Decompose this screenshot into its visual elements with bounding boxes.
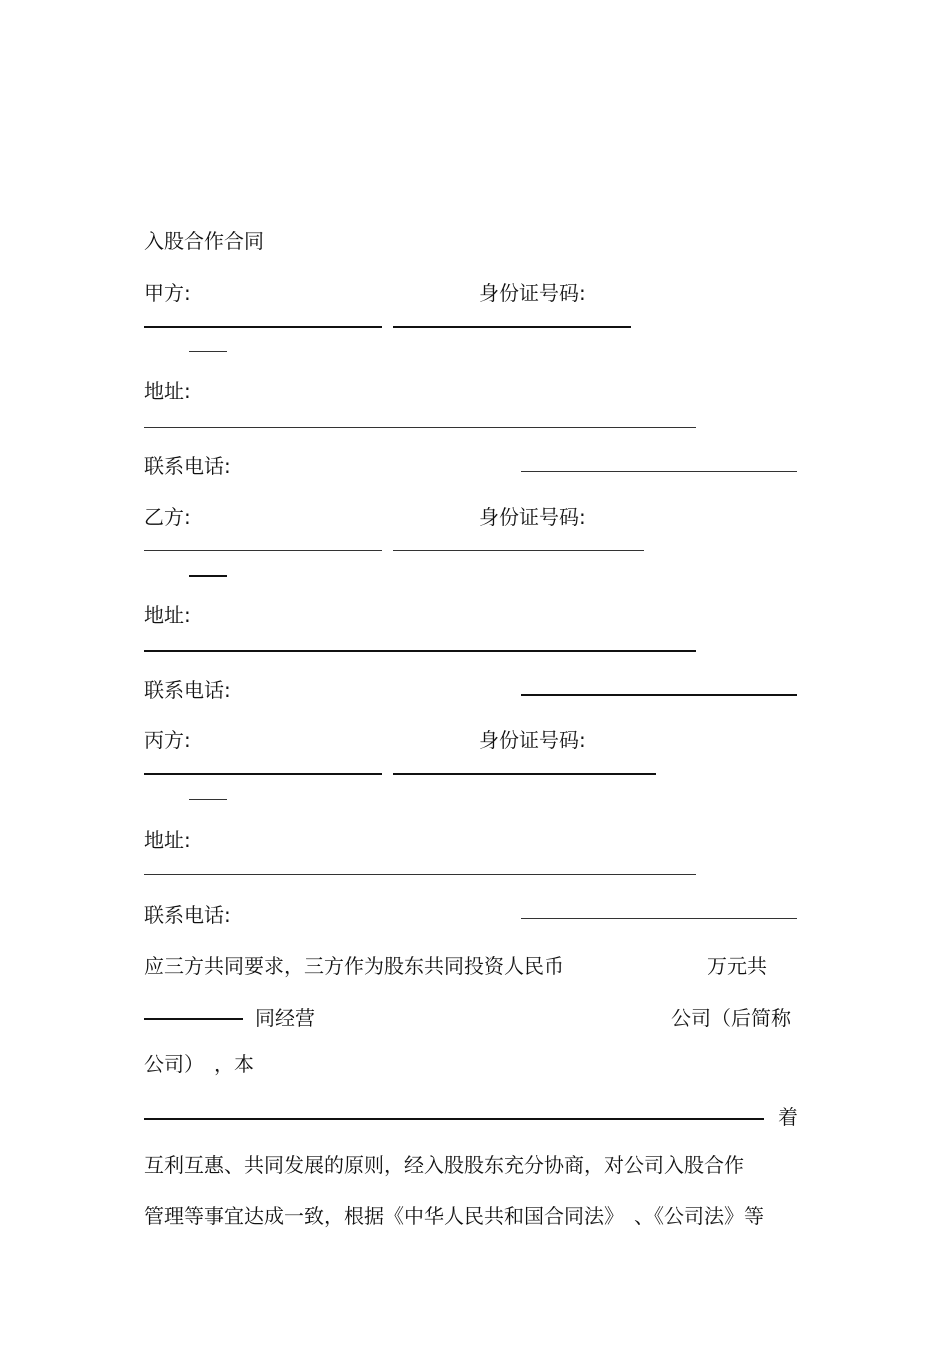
body-line-1-left: 应三方共同要求，三方作为股东共同投资人民币 [144,954,564,978]
body-line-4-right: 着 [778,1105,798,1129]
party-c-id-blank [393,773,656,775]
body-investment-blank [144,1018,243,1020]
party-a-address-blank [144,427,696,428]
body-line-2-mid: 同经营 [255,1006,315,1030]
party-a-address-label: 地址: [144,379,191,403]
party-b-id-blank [393,550,644,551]
party-a-phone-label: 联系电话: [144,454,231,478]
party-b-id-label: 身份证号码: [479,505,586,529]
body-company-blank [144,1118,764,1120]
party-b-name-label: 乙方: [144,505,191,529]
body-line-5: 互利互惠、共同发展的原则，经入股股东充分协商，对公司入股合作 [144,1153,744,1177]
party-c-id-blank-cont [189,799,227,800]
party-b-id-blank-cont [189,575,227,577]
party-b-address-label: 地址: [144,603,191,627]
party-c-address-label: 地址: [144,828,191,852]
party-c-id-label: 身份证号码: [479,728,586,752]
party-c-name-label: 丙方: [144,728,191,752]
body-line-6: 管理等事宜达成一致，根据《中华人民共和国合同法》 、《公司法》等 [144,1204,764,1228]
party-a-id-blank [393,326,631,328]
body-line-3: 公司） ，本 [144,1052,254,1076]
party-a-name-blank [144,326,382,328]
party-c-phone-label: 联系电话: [144,903,231,927]
party-a-phone-blank [521,471,797,472]
party-b-phone-blank [521,694,797,696]
party-c-name-blank [144,773,382,775]
party-a-id-label: 身份证号码: [479,281,586,305]
body-line-2-right: 公司（后简称 [671,1006,791,1030]
party-c-address-blank [144,874,696,875]
party-b-phone-label: 联系电话: [144,678,231,702]
party-a-id-blank-cont [189,351,227,352]
party-b-address-blank [144,650,696,652]
party-b-name-blank [144,550,382,551]
party-a-name-label: 甲方: [144,281,191,305]
document-title: 入股合作合同 [144,229,264,253]
body-line-1-right: 万元共 [707,954,767,978]
party-c-phone-blank [521,918,797,919]
